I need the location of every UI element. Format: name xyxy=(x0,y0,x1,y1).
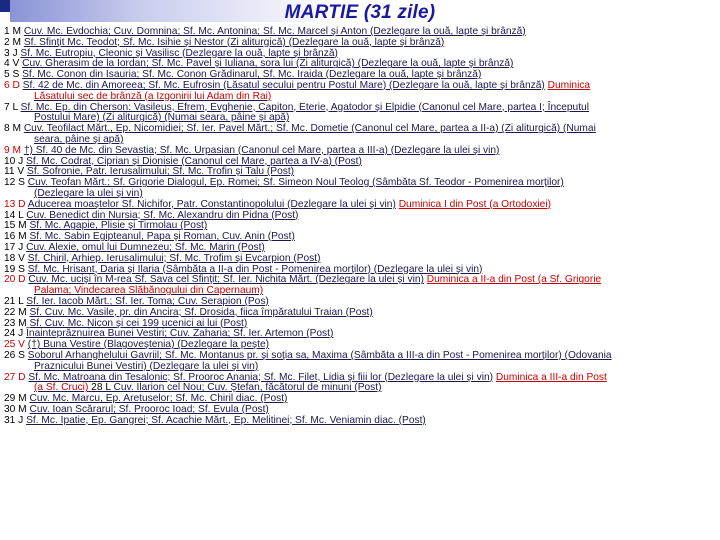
day-number: 8 M xyxy=(4,123,24,135)
page-title: MARTIE (31 zile) xyxy=(284,2,436,23)
day-row xyxy=(4,351,720,373)
day-number: 21 L xyxy=(4,295,27,307)
day-number: 13 D xyxy=(4,198,28,210)
day-number: 10 J xyxy=(4,155,27,167)
sunday-title-link[interactable]: Duminica I din Post (a Ortodoxiei) xyxy=(398,198,552,210)
day-text-link[interactable]: Sf. Mc. Ep. din Cherson: Vasileus, Efrem, Evghenie, Capiton, Eterie, Agatodor şi Elpidie (Canonul cel Mare, partea I; Începutul xyxy=(20,101,589,113)
day-number: 11 V xyxy=(4,166,28,178)
day-row xyxy=(4,373,720,395)
day-text-link[interactable]: Înainteprăznuirea Bunei Vestiri; Cuv. Zaharia; Sf. Ier. Artemon (Post) xyxy=(26,328,334,340)
day-number: 4 V xyxy=(4,58,23,70)
day-number: 30 M xyxy=(4,403,30,415)
day-text-link[interactable]: Cuv. Mc. ucişi în M-rea Sf. Sava cel Sfinţit; Sf. Ier. Nichita Mărt. (Dezlegare la ulei şi vin) xyxy=(28,274,424,286)
day-text-link[interactable]: Sf. Cuv. Mc. Nicon şi cei 199 ucenici ai lui (Post) xyxy=(29,317,248,329)
day-text-link[interactable]: Cuv. Alexie, omul lui Dumnezeu; Sf. Mc. Marin (Post) xyxy=(26,241,265,253)
day-text-link[interactable]: Cuv. Teofan Mărt.; Sf. Grigorie Dialogul, Ep. Romei; Sf. Simeon Noul Teolog (Sâmbăta Sf. Teodor - Pomenirea morţilor) xyxy=(27,177,564,189)
day-text-link[interactable]: Sf. Mc. Hrisant, Daria şi Ilaria (Sâmbăta a II-a din Post - Pomenirea morţilor) (Dezlegare la ulei şi vin) xyxy=(27,263,483,275)
day-text-link[interactable]: Sf. Ier. Iacob Mărt.; Sf. Ier. Toma; Cuv. Serapion (Pos) xyxy=(26,295,269,307)
day-text-link[interactable]: (†) Buna Vestire (Blagoveştenia) (Dezlegare la peşte) xyxy=(27,339,270,351)
day-number: 15 M xyxy=(4,220,30,232)
day-number: 25 V xyxy=(4,339,28,351)
day-text-link[interactable]: Sf. 42 de Mc. din Amoreea; Sf. Mc. Eufrosin (Lăsatul secului pentru Postul Mare) (Dezlegare la ouă, lapte şi brânză) xyxy=(22,79,545,91)
day-text-continuation[interactable]: (a Sf. Cruci) 28 L Cuv. Ilarion cel Nou; Cuv. Ştefan, făcătorul de minuni (Post) xyxy=(34,382,382,394)
day-text-link[interactable]: Aducerea moaştelor Sf. Nichifor, Patr. Constantinopolului (Dezlegare la ulei şi vin) xyxy=(27,198,396,210)
day-text-link[interactable]: Sf. Chiril, Arhiep. Ierusalimului; Sf. Mc. Trofim şi Evcarpion (Post) xyxy=(27,252,321,264)
day-number: 26 S xyxy=(4,349,28,361)
day-text-continuation[interactable]: Praznicului Bunei Vestiri) (Dezlegare la ulei şi vin) xyxy=(34,360,259,372)
day-row xyxy=(4,178,720,200)
day-row xyxy=(4,416,720,427)
day-number: 2 M xyxy=(4,36,24,48)
day-text-continuation[interactable]: Palama; Vindecarea Slăbănogului din Capernaum) xyxy=(34,285,264,297)
day-text-link[interactable]: Cuv. Teofilact Mărt., Ep. Nicomidiei; Sf. Ier. Pavel Mărt.; Sf. Mc. Dometie (Canonul cel Mare, partea a II-a) (Zi aliturgică) (Numai xyxy=(23,123,596,135)
sunday-title-link[interactable]: Duminica a III-a din Post xyxy=(495,371,607,383)
day-number: 24 J xyxy=(4,328,27,340)
day-number: 3 J xyxy=(4,47,21,59)
day-number: 27 D xyxy=(4,371,29,383)
day-text-link[interactable]: Cuv. Ioan Scărarul; Sf. Prooroc Ioad; Sf. Evula (Post) xyxy=(29,403,269,415)
day-row xyxy=(4,103,720,125)
day-number: 23 M xyxy=(4,317,30,329)
day-text-link[interactable]: Soborul Arhanghelului Gavriil; Sf. Mc. Montanus pr. şi soţia sa, Maxima (Sâmbăta a III-a din Post - Pomenirea morţilor) (Odovania xyxy=(27,349,612,361)
day-number: 17 J xyxy=(4,241,27,253)
day-text-link[interactable]: †) Sf. 40 de Mc. din Sevastia; Sf. Mc. Urpasian (Canonul cel Mare, partea a III-a) (Dezlegare la ulei şi vin) xyxy=(23,144,500,156)
day-number: 12 S xyxy=(4,177,28,189)
sunday-title-link[interactable]: Duminica a II-a din Post (a Sf. Grigorie xyxy=(426,274,602,286)
day-text-continuation[interactable]: (Dezlegare la ulei şi vin) xyxy=(34,187,143,199)
sunday-title-link[interactable]: Duminica xyxy=(547,79,591,91)
day-text-link[interactable]: Cuv. Mc. Marcu, Ep. Aretuselor; Sf. Mc. Chiril diac. (Post) xyxy=(29,393,288,405)
day-number: 1 M xyxy=(4,26,24,37)
day-text-link[interactable]: Sf. Mc. Codrat, Ciprian şi Dionisie (Canonul cel Mare, partea a IV-a) (Post) xyxy=(26,155,362,167)
day-text-link[interactable]: Sf. Sfinţit Mc. Teodot; Sf. Mc. Isihie şi Nestor (Zi aliturgică) (Dezlegare la ouă, lapte şi brânză) xyxy=(23,36,445,48)
day-number: 28 L xyxy=(88,382,114,394)
day-text-link[interactable]: Sf. Mc. Agapie, Plisie şi Tirmolau (Post) xyxy=(29,220,208,232)
calendar-list xyxy=(4,27,720,426)
day-text-link[interactable]: Sf. Mc. Matroana din Tesalonic; Sf. Prooroc Anania; Sf. Mc. Filet, Lidia şi fiii lor (Dezlegare la ulei şi vin) xyxy=(28,371,494,383)
day-text-link[interactable]: Cuv. Gherasim de la Iordan; Sf. Mc. Pavel şi Iuliana, sora lui (Zi aliturgică) (Dezlegare la ouă, lapte şi brânză) xyxy=(22,58,514,70)
day-number: 19 S xyxy=(4,263,28,275)
day-text-link[interactable]: Sf. Mc. Ipatie, Ep. Gangrei; Sf. Acachie Mărt., Ep. Melitinei; Sf. Mc. Veniamin diac. (Post) xyxy=(26,414,426,426)
day-text-link[interactable]: Sf. Mc. Conon din Isauria; Sf. Mc. Conon Grădinarul, Sf. Mc. Iraida (Dezlegare la ouă, lapte şi brânză) xyxy=(22,69,482,81)
day-row xyxy=(4,275,720,297)
day-text-link[interactable]: Cuv. Ilarion cel Nou; Cuv. Ştefan, făcătorul de minuni (Post) xyxy=(113,382,382,394)
day-row xyxy=(4,124,720,146)
day-text-link[interactable]: Sf. Sofronie, Patr. Ierusalimului; Sf. Mc. Trofin şi Talu (Post) xyxy=(27,166,295,178)
day-number: 14 L xyxy=(4,209,27,221)
day-text-link[interactable]: Sf. Cuv. Mc. Vasile, pr. din Ancira; Sf. Drosida, fiica împăratului Traian (Post) xyxy=(29,306,373,318)
day-number: 18 V xyxy=(4,252,28,264)
day-number: 31 J xyxy=(4,414,27,426)
day-row xyxy=(4,81,720,103)
day-text-link[interactable]: Cuv. Benedict din Nursia; Sf. Mc. Alexandru din Pidna (Post) xyxy=(26,209,299,221)
day-number: 7 L xyxy=(4,101,21,113)
day-number: 29 M xyxy=(4,393,30,405)
day-text-link[interactable]: Sf. Mc. Sabin Egipteanul, Papa şi Roman, Cuv. Anin (Post) xyxy=(29,231,295,243)
day-text-link[interactable]: Sf. Mc. Eutropiu, Cleonic şi Vasilisc (Dezlegare la ouă, lapte şi brânză) xyxy=(20,47,338,59)
day-number: 22 M xyxy=(4,306,30,318)
day-number: 5 S xyxy=(4,69,23,81)
day-text-continuation[interactable]: Postului Mare) (Zi aliturgică) (Numai seara, pâine şi apă) xyxy=(34,112,290,124)
day-number: 20 D xyxy=(4,274,29,286)
day-text-continuation[interactable]: Lăsatului sec de brânză (a Izgonirii lui Adam din Rai) xyxy=(34,90,272,102)
day-number: 16 M xyxy=(4,231,30,243)
day-text-continuation[interactable]: seara, pâine şi apă) xyxy=(34,133,124,145)
day-text-link[interactable]: Cuv. Mc. Evdochia; Cuv. Domnina; Sf. Mc. Antonina; Sf. Mc. Marcel şi Anton (Dezlegare la ouă, lapte şi brânză) xyxy=(23,26,526,37)
day-number: 9 M xyxy=(4,144,24,156)
day-number: 6 D xyxy=(4,79,23,91)
